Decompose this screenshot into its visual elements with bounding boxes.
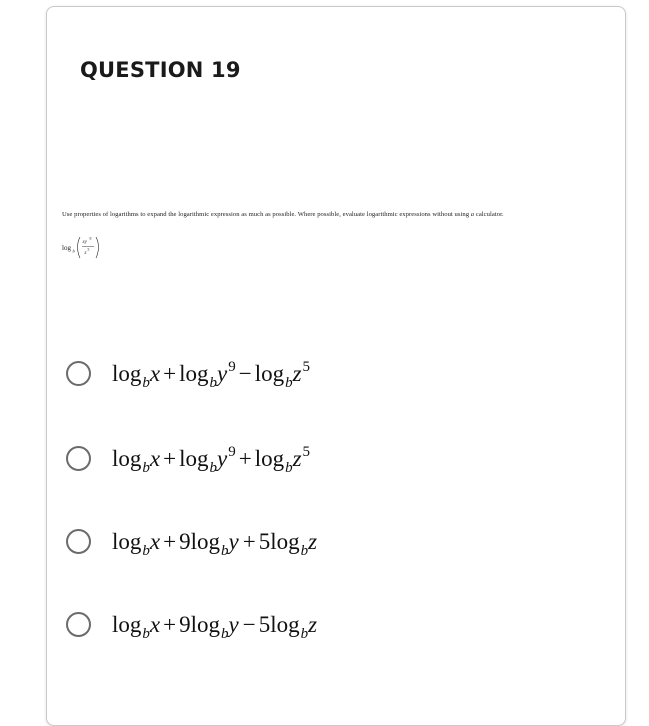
answer-option-4[interactable] (66, 609, 318, 642)
question-title: QUESTION 19 (80, 58, 241, 82)
expression-denominator: z (84, 251, 87, 256)
expression-den-exponent: 5 (87, 248, 90, 252)
radio-button[interactable] (66, 529, 91, 554)
instructions-text-1: Use properties of logarithms to expand the logarithmic expression as much as possible. Where possible, evaluate logarithmic expressions without using (62, 211, 471, 218)
answer-option-3[interactable] (66, 526, 318, 559)
radio-button[interactable] (66, 361, 91, 386)
expression-numerator: xy (82, 240, 87, 245)
answer-option-2[interactable] (66, 443, 311, 476)
expression-num-exponent: 9 (89, 237, 92, 241)
instructions-text-2: calculator. (474, 211, 504, 218)
instructions-var: a (470, 211, 475, 218)
left-paren (78, 237, 81, 258)
option-label: $\log_bx + \log_by^9 - \log_bz^5$ (112, 359, 311, 391)
question-instructions (62, 211, 504, 218)
answer-option-1[interactable] (66, 358, 311, 391)
log-expression (62, 234, 108, 260)
radio-button[interactable] (66, 612, 91, 637)
radio-button[interactable] (66, 446, 91, 471)
expression-base: b (72, 248, 75, 254)
option-label: $\log_bx + \log_by^9 + \log_bz^5$ (112, 444, 311, 476)
option-label: $\log_bx + 9\log_by - 5\log_bz$ (112, 612, 318, 642)
right-paren (96, 237, 99, 258)
expression-log: log (62, 244, 71, 252)
option-label: $\log_bx + 9\log_by + 5\log_bz$ (112, 529, 318, 559)
